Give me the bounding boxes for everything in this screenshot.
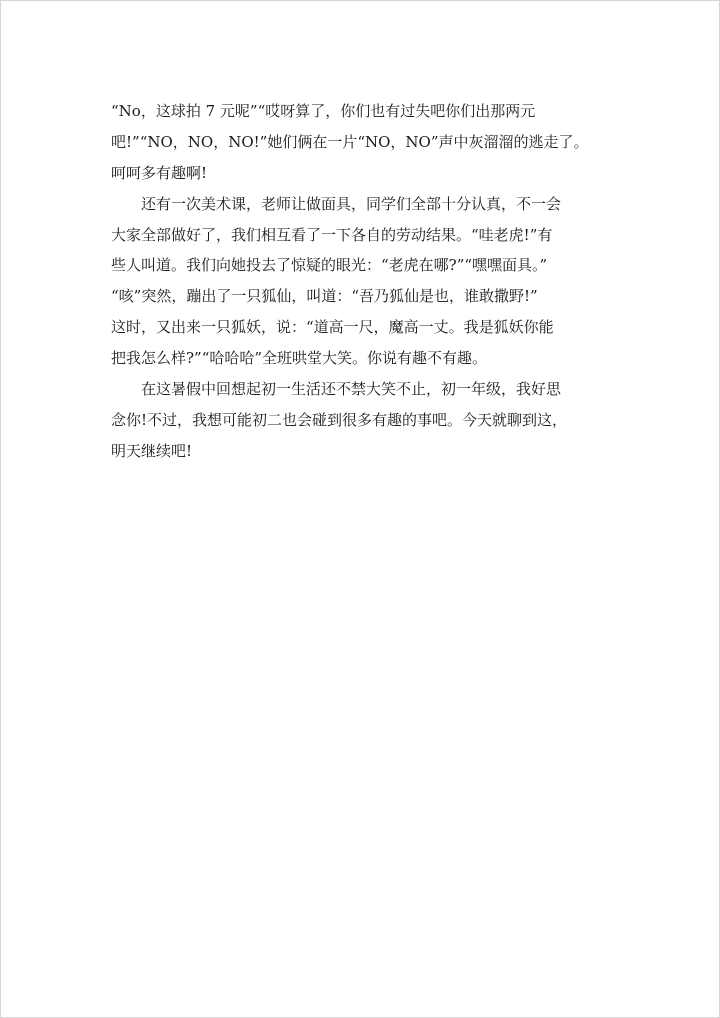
paragraph-line: 吧!”“NO，NO，NO!”她们俩在一片“NO，NO”声中灰溜溜的逃走了。 [111, 132, 589, 151]
paragraph-1 [111, 96, 623, 189]
paragraph-line: “咳”突然，蹦出了一只狐仙，叫道：“吾乃狐仙是也，谁敢撒野!” [111, 287, 538, 306]
paragraph-3 [111, 374, 623, 467]
paragraph-line: 呵呵多有趣啊! [111, 163, 208, 182]
paragraph-line: 些人叫道。我们向她投去了惊疑的眼光：“老虎在哪?”“嘿嘿面具。” [111, 256, 548, 275]
paragraph-line: 大家全部做好了，我们相互看了一下各自的劳动结果。“哇老虎!”有 [111, 225, 553, 244]
paragraph-line: 在这暑假中回想起初一生活还不禁大笑不止，初一年级，我好思 [141, 380, 562, 399]
document-body [111, 96, 623, 467]
paragraph-line: 念你!不过，我想可能初二也会碰到很多有趣的事吧。今天就聊到这， [111, 410, 568, 429]
paragraph-line: 把我怎么样?”“哈哈哈”全班哄堂大笑。你说有趣不有趣。 [111, 349, 488, 368]
paragraph-line: 还有一次美术课，老师让做面具，同学们全部十分认真，不一会 [141, 194, 562, 213]
paragraph-line: 这时，又出来一只狐妖，说：“道高一尺，魔高一丈。我是狐妖你能 [111, 318, 554, 337]
paragraph-line: 明天继续吧! [111, 441, 193, 460]
paragraph-2 [111, 189, 623, 374]
paragraph-line: “No，这球拍 7 元呢”“哎呀算了，你们也有过失吧你们出那两元 [111, 102, 536, 120]
